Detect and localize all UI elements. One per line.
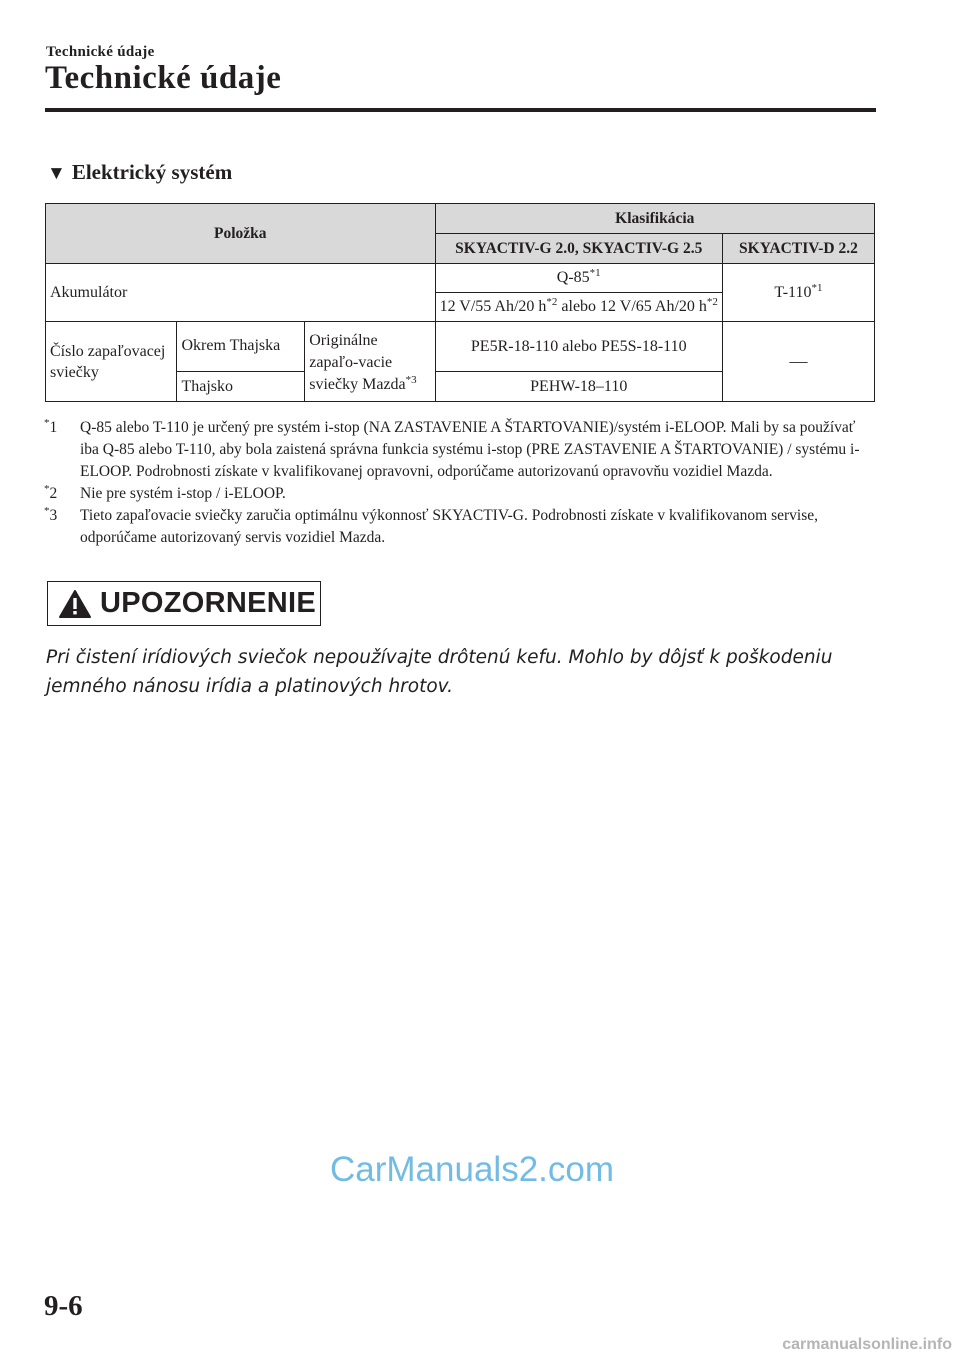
title-rule [45,108,876,112]
warning-box [47,581,321,626]
header-skyactiv-g: SKYACTIV-G 2.0, SKYACTIV-G 2.5 [435,234,722,264]
footnote: *1 Q-85 alebo T-110 je určený pre systém i-stop (NA ZASTAVENIE A ŠTARTOVANIE)/systém i-ELOOP. Mali by sa používať iba Q-85 alebo T-110, aby bola zaistená správna funkcia systému i-stop (PRE ZASTAVENIE A ŠTARTOVANIE) / systému i-ELOOP. Podrobnosti získate v kvalifikovanej opravovni, odporúčame autorizovanú opravovňu vozidiel Mazda. [44,417,860,480]
battery-d-t110: T-110$^{*1}$ [722,264,874,322]
watermark: CarManuals2.com [330,1150,614,1189]
battery-label: Akumulátor [46,264,436,322]
spark-plug-type: Originálne zapaľo-vacie sviečky Mazda$^{*3}$ [305,322,435,402]
warning-triangle-icon [58,589,92,619]
spark-plug-label: Číslo zapaľovacej sviečky [46,322,177,402]
header-classification: Klasifikácia [435,204,874,234]
page-number: 9-6 [44,1290,83,1322]
section-heading [47,160,232,185]
electrical-spec-table [45,203,875,402]
spark-plug-thailand: Thajsko [177,372,305,402]
warning-text: Pri čistení irídiových sviečok nepoužívajte drôtenú kefu. Mohlo by dôjsť k poškodeniu jemného nánosu irídia a platinových hrotov. [46,647,833,697]
page-title: Technické údaje [45,60,282,96]
spark-plug-g-except-thailand: PE5R-18-110 alebo PE5S-18-110 [435,322,722,372]
header-item: Položka [46,204,436,264]
site-watermark: carmanualsonline.info [782,1336,952,1353]
spark-plug-g-thailand: PEHW-18–110 [435,372,722,402]
running-head: Technické údaje [46,44,155,60]
footnote: *2 Nie pre systém i-stop / i-ELOOP. [44,483,286,502]
footnotes [44,417,874,549]
triangle-down-icon: ▼ [47,163,66,184]
section-heading-text: Elektrický systém [71,160,233,184]
header-skyactiv-d: SKYACTIV-D 2.2 [722,234,874,264]
spark-plug-d: — [722,322,874,402]
footnote: *3 Tieto zapaľovacie sviečky zaručia optimálnu výkonnosť SKYACTIV-G. Podrobnosti získate v kvalifikovanom servise, odporúčame autorizovaný servis vozidiel Mazda. [44,505,818,546]
spark-plug-except-thailand: Okrem Thajska [177,322,305,372]
battery-g-capacity: 12 V/55 Ah/20 $h^{*2}$ alebo 12 V/65 Ah/20 $h^{*2}$ [435,293,722,322]
warning-title: UPOZORNENIE [100,587,316,619]
battery-g-q85: Q-85$^{*1}$ [435,264,722,293]
